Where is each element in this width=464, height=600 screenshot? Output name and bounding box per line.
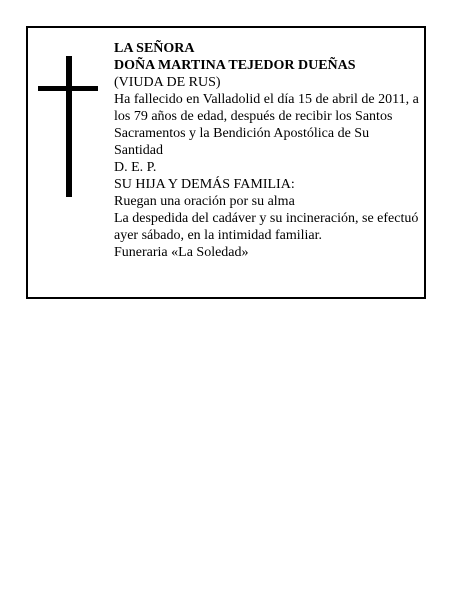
widow-line: (VIUDA DE RUS) <box>114 75 221 90</box>
family-line: SU HIJA Y DEMÁS FAMILIA: <box>114 177 295 192</box>
cross-vertical-bar <box>66 56 72 197</box>
death-announcement: Ha fallecido en Valladolid el día 15 de abril de 2011, a los 79 años de edad, después de recibir los Santos Sacramentos y la Bendición Apostólica de Su Santidad <box>114 92 419 158</box>
obituary-notice <box>26 26 426 299</box>
funeral-home: Funeraria «La Soledad» <box>114 245 249 260</box>
rip-line: D. E. P. <box>114 160 157 175</box>
title-line: LA SEÑORA <box>114 41 195 56</box>
cross-horizontal-bar <box>38 86 98 91</box>
farewell-note: La despedida del cadáver y su incineración, se efectuó ayer sábado, en la intimidad familiar. <box>114 211 419 243</box>
notice-text <box>114 40 420 261</box>
prayer-request: Ruegan una oración por su alma <box>114 194 295 209</box>
deceased-name: DOÑA MARTINA TEJEDOR DUEÑAS <box>114 58 356 73</box>
